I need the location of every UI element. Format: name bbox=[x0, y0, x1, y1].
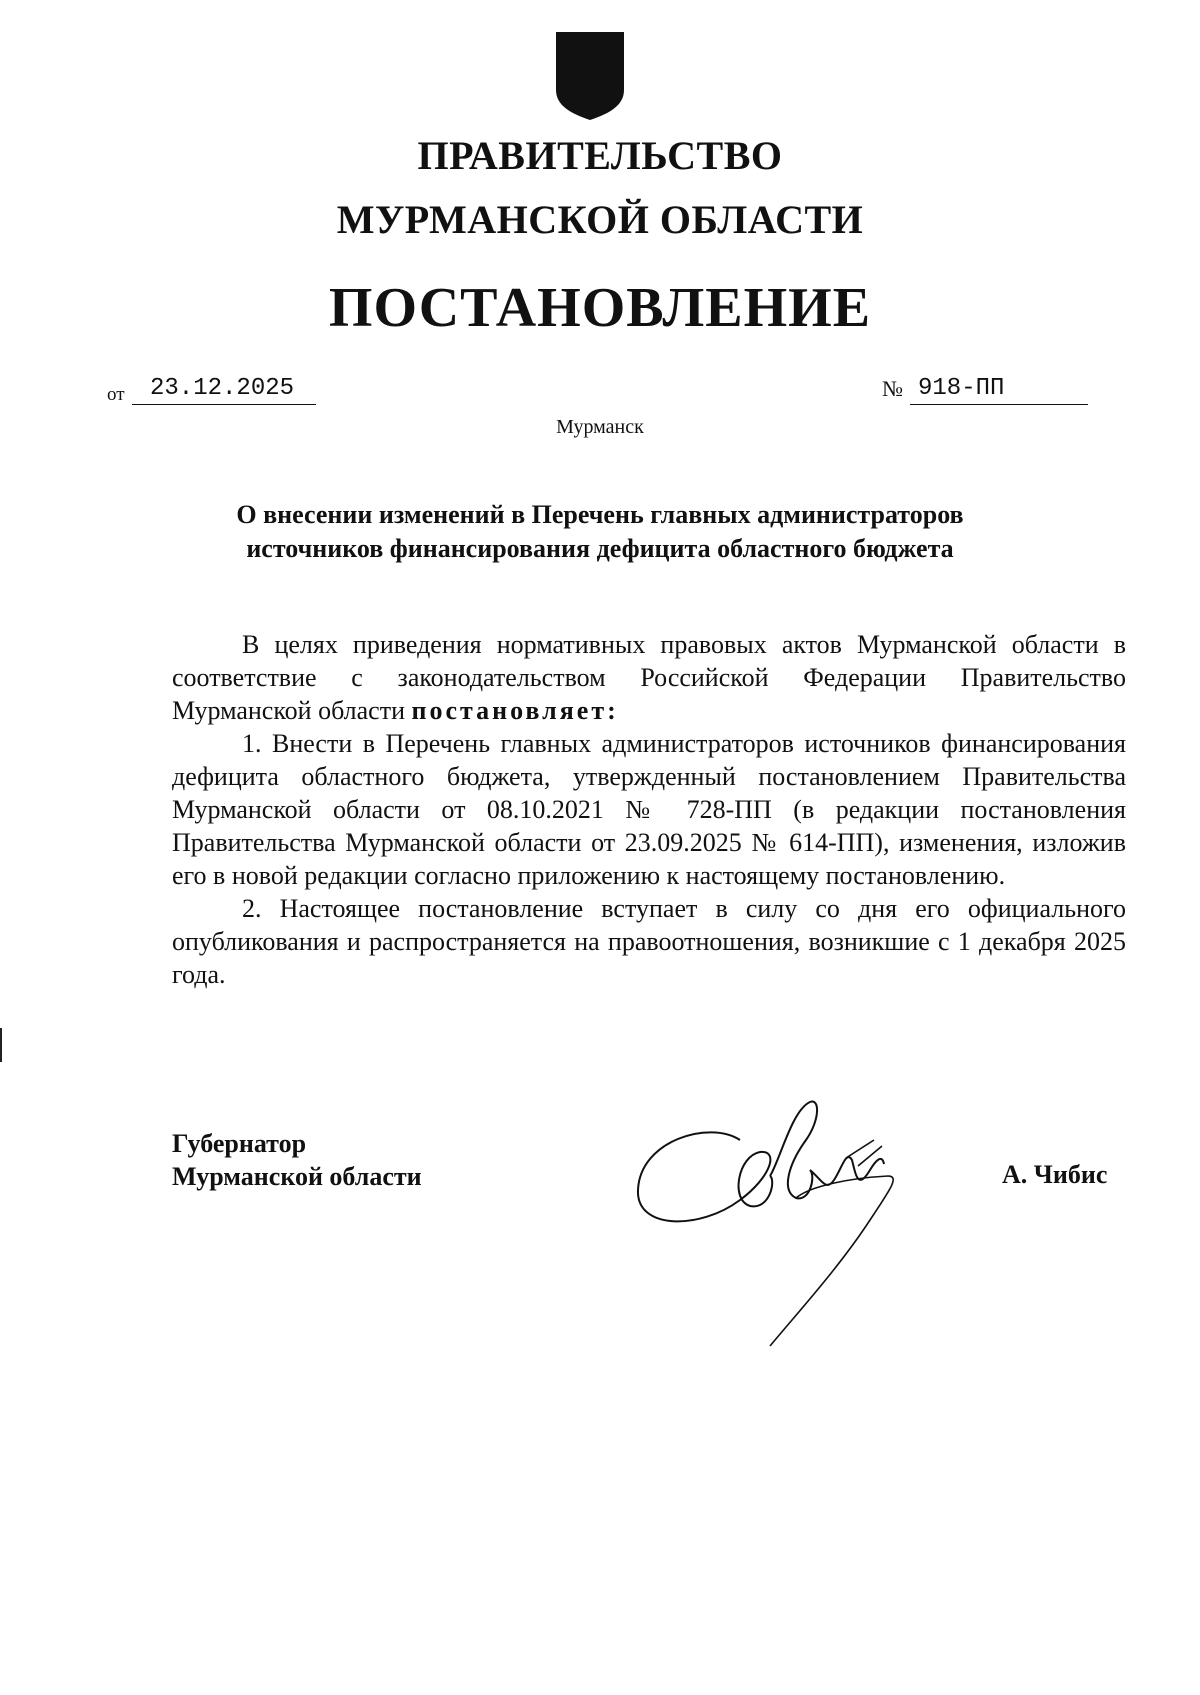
organization-name-line2: МУРМАНСКОЙ ОБЛАСТИ bbox=[336, 197, 864, 242]
signatory-name: А. Чибис bbox=[1002, 1160, 1108, 1189]
document-title-line1: О внесении изменений в Перечень главных администраторов bbox=[236, 500, 964, 529]
signatory-title bbox=[172, 1127, 422, 1193]
date-prefix: от bbox=[107, 384, 125, 405]
item-1-paragraph: 1. Внести в Перечень главных администраторов источников финансирования дефицита областного бюджета, утвержденный постановлением Правительства Мурманской области от 08.10.2021 № 728-ПП (в редакции постановления Правительства Мурманской области от 23.09.2025 № 614-ПП), изменения, изложив его в новой редакции согласно приложению к настоящему постановлению. bbox=[172, 729, 1126, 890]
city: Мурманск bbox=[556, 416, 644, 438]
preamble-text: В целях приведения нормативных правовых актов Мурманской области в соответствие с законодательством Российской Федерации Правительство Мурманской области bbox=[172, 630, 1126, 725]
preamble-paragraph bbox=[172, 628, 1126, 727]
document-number: 918-ПП bbox=[910, 374, 1088, 405]
document-date: 23.12.2025 bbox=[132, 374, 316, 405]
signatory-title-line2: Мурманской области bbox=[172, 1162, 422, 1191]
document-title-line2: источников финансирования дефицита областного бюджета bbox=[246, 534, 954, 563]
preamble-bold-verb: постановляет: bbox=[411, 696, 619, 725]
document-title bbox=[150, 498, 1050, 566]
coat-of-arms-icon bbox=[552, 30, 628, 122]
document-body bbox=[172, 628, 1126, 991]
organization-name-line1: ПРАВИТЕЛЬСТВО bbox=[417, 133, 783, 178]
scan-edge-mark bbox=[0, 1028, 2, 1062]
number-prefix: № bbox=[882, 376, 903, 401]
signatory-title-line1: Губернатор bbox=[172, 1129, 307, 1158]
document-type: ПОСТАНОВЛЕНИЕ bbox=[328, 277, 872, 339]
item-2-paragraph: 2. Настоящее постановление вступает в силу со дня его официального опубликования и распространяется на правоотношения, возникшие с 1 декабря 2025 года. bbox=[172, 894, 1126, 989]
handwritten-signature-icon bbox=[620, 1080, 920, 1350]
